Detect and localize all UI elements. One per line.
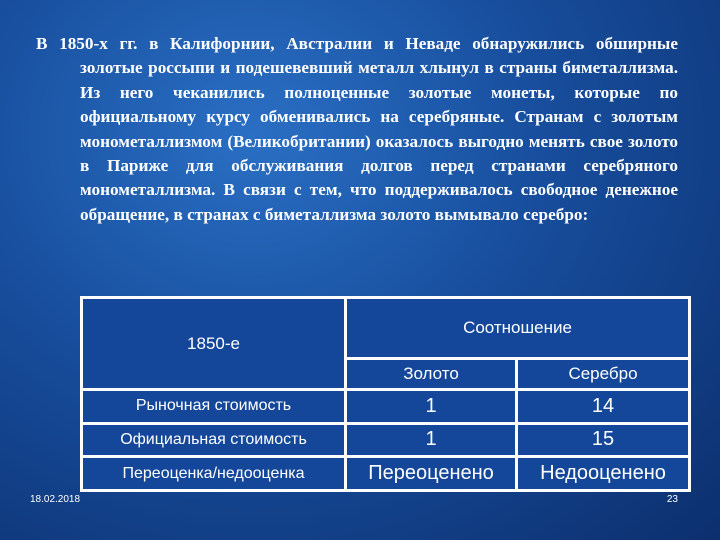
silver-value: Недооценено [518, 458, 688, 489]
gold-silver-ratio-table [80, 296, 691, 492]
footer-date: 18.02.2018 [30, 494, 81, 505]
body-text [36, 32, 678, 227]
header-silver: Серебро [518, 360, 688, 388]
gold-value: Переоценено [347, 458, 515, 489]
table-row [83, 391, 688, 422]
header-gold: Золото [347, 360, 515, 388]
gold-value: 1 [347, 391, 515, 422]
row-label: Официальная стоимость [83, 425, 344, 456]
table-row [83, 425, 688, 456]
table-row [83, 458, 688, 489]
silver-value: 15 [518, 425, 688, 456]
row-label: Переоценка/недооценка [83, 458, 344, 489]
paragraph: В 1850-х гг. в Калифорнии, Австралии и Неваде обнаружились обширные золотые россыпи и подешевевший металл хлынул в страны биметаллизма. Из него чеканились полноценные золотые монеты, которые по официальному курсу обменивались на серебряные. Странам с золотым монометаллизмом (Великобритании) оказалось выгодно менять свое золото в Париже для обслуживания долгов перед странами серебряного монометаллизма. В связи с тем, что поддерживалось свободное денежное обращение, в странах с биметаллизма золото вымывало серебро: [36, 34, 678, 224]
row-label: Рыночная стоимость [83, 391, 344, 422]
gold-value: 1 [347, 425, 515, 456]
silver-value: 14 [518, 391, 688, 422]
header-ratio: Соотношение [347, 299, 688, 357]
header-year: 1850-е [83, 299, 344, 388]
page-number: 23 [666, 494, 678, 505]
